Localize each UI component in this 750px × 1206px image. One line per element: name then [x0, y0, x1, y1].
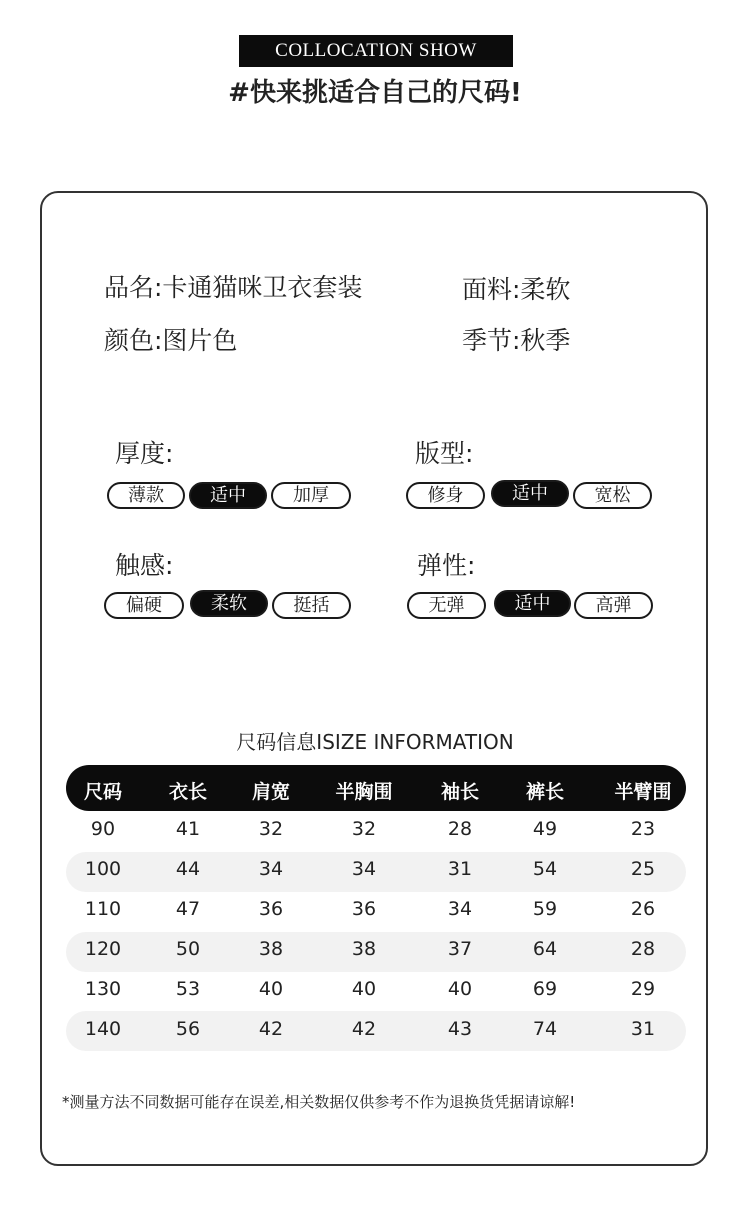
thickness-option-medium: 适中 — [189, 482, 267, 509]
table-cell: 59 — [532, 898, 558, 920]
thickness-option-thick: 加厚 — [271, 482, 351, 509]
measurement-disclaimer: *测量方法不同数据可能存在误差,相关数据仅供参考不作为退换货凭据请谅解! — [62, 1093, 576, 1111]
table-cell: 38 — [351, 938, 377, 960]
table-cell: 29 — [630, 978, 656, 1000]
table-cell: 54 — [532, 858, 558, 880]
color-info: 颜色:图片色 — [104, 326, 238, 355]
table-cell: 37 — [447, 938, 473, 960]
table-cell: 100 — [84, 858, 122, 880]
fit-option-slim: 修身 — [406, 482, 485, 509]
table-cell: 25 — [630, 858, 656, 880]
table-cell: 41 — [175, 818, 201, 840]
fabric-info: 面料:柔软 — [462, 275, 571, 304]
elasticity-label: 弹性: — [417, 551, 476, 580]
table-cell: 42 — [258, 1018, 284, 1040]
table-cell: 31 — [447, 858, 473, 880]
table-cell: 40 — [351, 978, 377, 1000]
table-cell: 31 — [630, 1018, 656, 1040]
elasticity-option-none: 无弹 — [407, 592, 486, 619]
table-cell: 32 — [258, 818, 284, 840]
fit-option-medium: 适中 — [491, 480, 569, 507]
table-header-cell: 肩宽 — [251, 781, 290, 803]
table-cell: 40 — [447, 978, 473, 1000]
table-cell: 140 — [84, 1018, 122, 1040]
table-cell: 34 — [258, 858, 284, 880]
size-table-title: 尺码信息ISIZE INFORMATION — [236, 730, 514, 754]
thickness-label: 厚度: — [115, 439, 174, 468]
table-cell: 34 — [351, 858, 377, 880]
table-cell: 42 — [351, 1018, 377, 1040]
thickness-option-thin: 薄款 — [107, 482, 185, 509]
table-cell: 64 — [532, 938, 558, 960]
table-cell: 28 — [447, 818, 473, 840]
table-header-cell: 尺码 — [83, 781, 122, 803]
table-cell: 28 — [630, 938, 656, 960]
table-cell: 43 — [447, 1018, 473, 1040]
table-cell: 110 — [84, 898, 122, 920]
elasticity-option-high: 高弹 — [574, 592, 653, 619]
table-cell: 120 — [84, 938, 122, 960]
feel-option-soft: 柔软 — [190, 590, 268, 617]
table-cell: 47 — [175, 898, 201, 920]
page-subtitle: #快来挑适合自己的尺码! — [228, 78, 522, 108]
table-cell: 40 — [258, 978, 284, 1000]
table-header-cell: 衣长 — [168, 781, 207, 803]
product-name: 品名:卡通猫咪卫衣套装 — [104, 273, 363, 302]
table-header-cell: 半臂围 — [614, 781, 672, 803]
table-cell: 56 — [175, 1018, 201, 1040]
table-cell: 90 — [90, 818, 116, 840]
feel-label: 触感: — [115, 551, 174, 580]
table-header-cell: 裤长 — [525, 781, 564, 803]
table-cell: 130 — [84, 978, 122, 1000]
table-cell: 50 — [175, 938, 201, 960]
table-cell: 32 — [351, 818, 377, 840]
table-cell: 36 — [351, 898, 377, 920]
table-cell: 23 — [630, 818, 656, 840]
table-cell: 44 — [175, 858, 201, 880]
table-header-cell: 半胸围 — [335, 781, 393, 803]
table-cell: 36 — [258, 898, 284, 920]
table-cell: 34 — [447, 898, 473, 920]
table-cell: 53 — [175, 978, 201, 1000]
table-cell: 26 — [630, 898, 656, 920]
season-info: 季节:秋季 — [462, 326, 571, 355]
fit-option-loose: 宽松 — [573, 482, 652, 509]
elasticity-option-medium: 适中 — [494, 590, 571, 617]
table-header-cell: 袖长 — [440, 781, 479, 803]
feel-option-crisp: 挺括 — [272, 592, 351, 619]
table-cell: 38 — [258, 938, 284, 960]
feel-option-stiff: 偏硬 — [104, 592, 184, 619]
table-cell: 69 — [532, 978, 558, 1000]
table-cell: 74 — [532, 1018, 558, 1040]
collocation-show-banner: COLLOCATION SHOW — [239, 35, 513, 67]
fit-label: 版型: — [415, 439, 474, 468]
table-cell: 49 — [532, 818, 558, 840]
